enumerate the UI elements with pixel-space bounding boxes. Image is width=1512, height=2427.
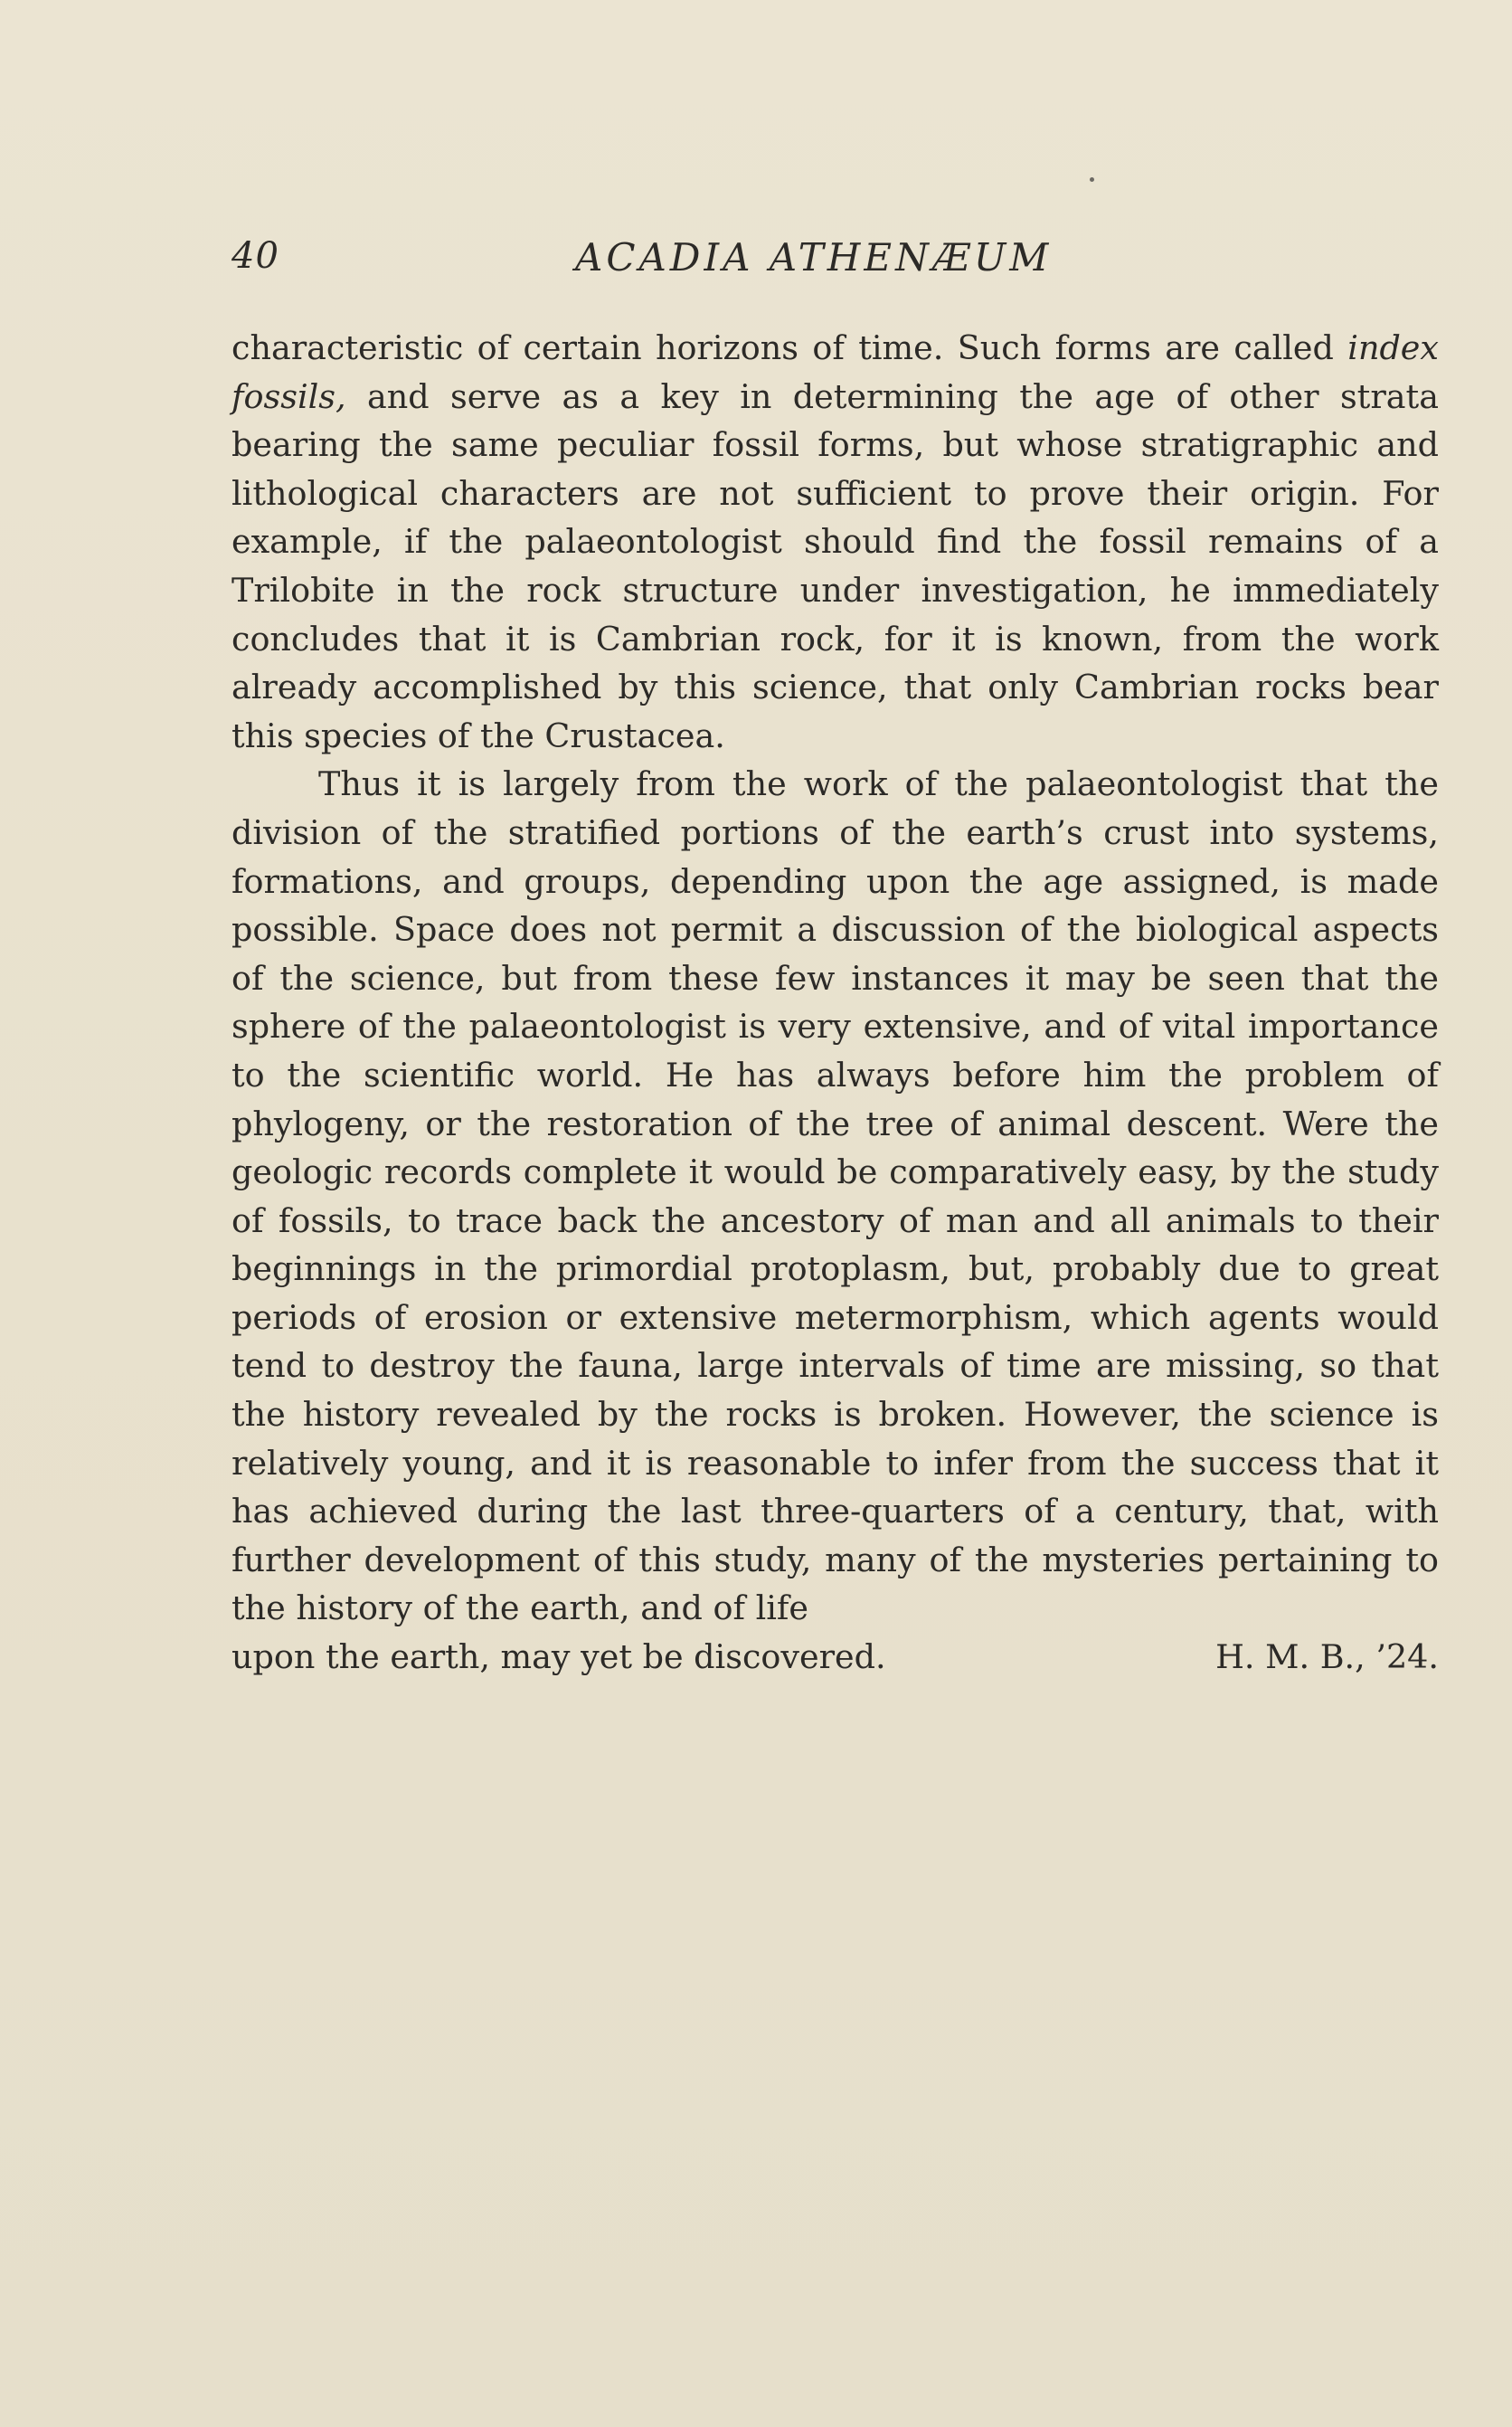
page-header bbox=[232, 235, 1439, 289]
page-number: 40 bbox=[232, 235, 279, 277]
paragraph-1-lead: characteristic of certain horizons of time. Such forms are called bbox=[232, 328, 1348, 367]
closing-line: upon the earth, may yet be discovered. bbox=[232, 1637, 886, 1677]
closing-line-with-signature bbox=[232, 1633, 1439, 1682]
index-fossils-term: index fossils, bbox=[232, 328, 1439, 416]
paragraph-1-rest: and serve as a key in determining the age of other strata bearing the same peculiar fossil forms, but whose stratigraphic and lithological characters are not sufficient to prove their origin. For example, if the palaeontologist should find the fossil remains of a Trilobite in the rock structure under investigation, he immediately concludes that it is Cambrian rock, for it is known, from the work already accomplished by this science, that only Cambrian rocks bear this species of the Crustacea. bbox=[232, 376, 1439, 755]
paragraph-palaeontologist bbox=[232, 760, 1439, 1633]
article-body bbox=[232, 324, 1439, 1682]
running-title: ACADIA ATHENÆUM bbox=[575, 235, 1053, 280]
paragraph-2-text: Thus it is largely from the work of the palaeontologist that the division of the stratified portions of the earth’s crust into systems, formations, and groups, depending upon the age assigned, is made possible. Space does not permit a discussion of the biological aspects of the science, but from these few instances it may be seen that the sphere of the palaeontologist is very extensive, and of vital importance to the scientific world. He has always before him the problem of phylogeny, or the restoration of the tree of animal descent. Were the geologic records complete it would be comparatively easy, by the study of fossils, to trace back the ancestory of man and all animals to their beginnings in the primordial protoplasm, but, probably due to great periods of erosion or extensive metermorphism, which agents would tend to destroy the fauna, large intervals of time are missing, so that the history revealed by the rocks is broken. However, the science is relatively young, and it is reasonable to infer from the success that it has achieved during the last three-quarters of a century, that, with further development of this study, many of the mysteries pertaining to the history of the earth, and of life bbox=[232, 764, 1439, 1628]
print-speck bbox=[1090, 177, 1094, 182]
author-signature: H. M. B., ’24. bbox=[1215, 1637, 1439, 1677]
paragraph-index-fossils bbox=[232, 324, 1439, 760]
